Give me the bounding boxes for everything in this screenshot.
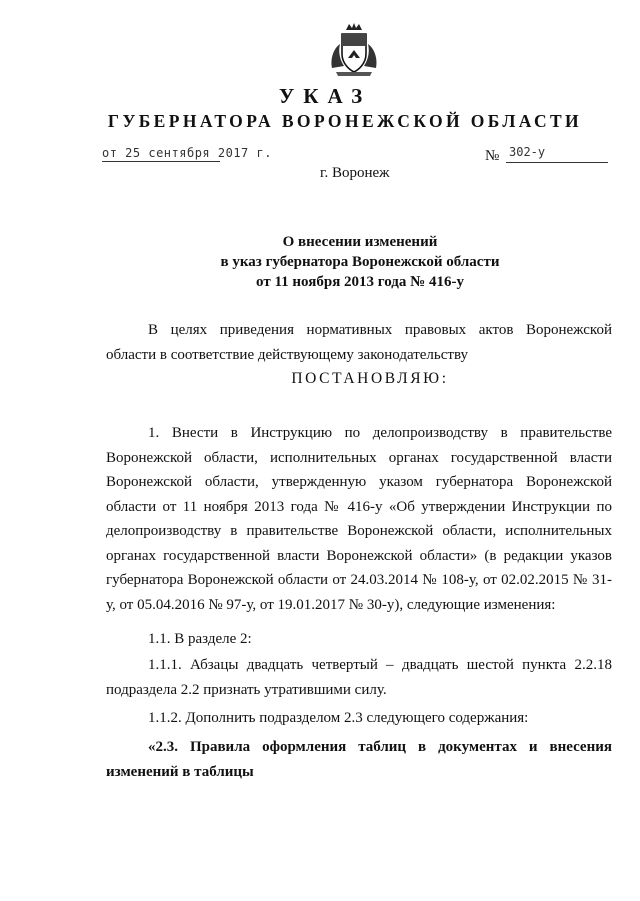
decree-word: ПОСТАНОВЛЯЮ:: [291, 370, 449, 387]
document-title: УКАЗ: [278, 84, 372, 108]
subject-line: О внесении изменений: [282, 234, 438, 250]
section-2-3-title: «2.3. Правила оформления таблиц в документах и внесения изменений в таблицы: [106, 739, 612, 780]
item-1-paragraph: 1. Внести в Инструкцию по делопроизводству в правительстве Воронежской области, исполнительных органах государственной власти Воронежской области, утвержденную указом губернатора Воронежской области от 11 ноября 2013 года № 416-у «Об утверждении Инструкции по делопроизводству в правительстве Воронежской области, исполнительных органах государственной власти Воронежской области» (в редакции указов губернатора Воронежской области от 24.03.2014 № 108-у, от 02.02.2015 № 31-у, от 05.04.2016 № 97-у, от 19.01.2017 № 30-у), следующие изменения:: [106, 425, 612, 613]
item-1-1-2-paragraph: 1.1.2. Дополнить подразделом 2.3 следующего содержания:: [148, 710, 529, 726]
number-underline: [506, 162, 608, 163]
item-1-1-1-paragraph: 1.1.1. Абзацы двадцать четвертый – двадцать шестой пункта 2.2.18 подраздела 2.2 признать утратившими силу.: [106, 657, 612, 698]
city: г. Воронеж: [320, 165, 390, 181]
subject-line: от 11 ноября 2013 года № 416-у: [256, 274, 464, 290]
number-label: №: [485, 148, 500, 164]
decree-date: от 25 сентября 2017 г.: [102, 146, 272, 160]
preamble-paragraph: В целях приведения нормативных правовых актов Воронежской области в соответствие действующему законодательству: [106, 322, 612, 363]
subject-line: в указ губернатора Воронежской области: [220, 254, 500, 270]
decree-number: 302-у: [509, 145, 546, 159]
issuer-title: ГУБЕРНАТОРА ВОРОНЕЖСКОЙ ОБЛАСТИ: [107, 111, 583, 131]
decree-subject: [0, 232, 640, 292]
coat-of-arms-icon: [326, 22, 382, 78]
date-underline: [102, 161, 220, 162]
item-1-1-paragraph: 1.1. В разделе 2:: [148, 631, 252, 647]
